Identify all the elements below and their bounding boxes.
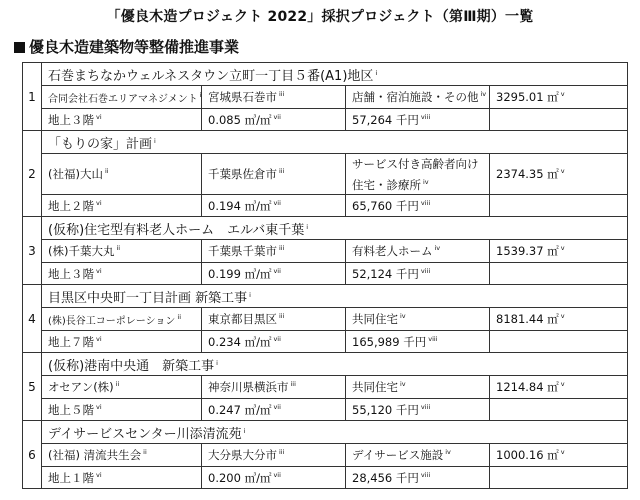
project-area-text: 3295.01 ㎡ — [496, 90, 559, 104]
project-use-text: 店舗・宿泊施設・その他 — [352, 90, 479, 104]
project-applicant-text: (株)長谷工コーポレーション — [48, 315, 176, 327]
project-cost-text: 57,264 千円 — [352, 112, 419, 127]
project-wood-ratio-text: 0.199 ㎥/㎡ — [208, 266, 272, 281]
project-applicant-text: (社福) 清流共生会 — [48, 448, 142, 462]
project-use — [346, 154, 490, 195]
project-detail-row — [23, 240, 628, 263]
footnote-marker: vii — [273, 198, 281, 207]
footnote-marker: iii — [279, 312, 285, 320]
project-metrics-row — [23, 399, 628, 421]
project-name — [42, 421, 628, 444]
project-number — [23, 285, 42, 353]
project-name-text: 目黒区中央町一丁目計画 新築工事 — [48, 290, 248, 306]
project-location-text: 宮城県石巻市 — [208, 90, 277, 104]
project-name — [42, 217, 628, 240]
project-cost-text: 65,760 千円 — [352, 198, 419, 213]
footnote-marker: i — [306, 222, 309, 231]
footnote-marker: viii — [420, 112, 431, 121]
footnote-marker: iv — [445, 448, 451, 456]
project-metrics-row — [23, 331, 628, 353]
project-area — [490, 376, 628, 399]
project-name-text: 石巻まちなかウェルネスタウン立町一丁目５番(A1)地区 — [48, 68, 374, 84]
footnote-marker: viii — [428, 334, 438, 343]
footnote-marker: viii — [420, 402, 431, 411]
footnote-marker: ii — [143, 448, 147, 456]
footnote-marker: iv — [480, 90, 487, 98]
footnote-marker: i — [199, 90, 202, 99]
project-wood-ratio — [202, 109, 346, 131]
footnote-marker: iii — [279, 90, 285, 98]
footnote-marker: v — [560, 167, 565, 175]
project-use-text: サービス付き高齢者向け住宅・診療所 — [352, 156, 479, 192]
footnote-marker: i — [249, 290, 251, 299]
project-name-row — [23, 63, 628, 86]
project-number-text: 3 — [28, 243, 36, 258]
project-detail-row — [23, 376, 628, 399]
project-name-row — [23, 217, 628, 240]
project-use-text: デイサービス施設 — [352, 448, 444, 462]
footnote-marker: i — [216, 358, 218, 367]
footnote-marker: v — [560, 244, 565, 252]
project-floors-text: 地上７階 — [48, 334, 94, 349]
empty-cell — [490, 109, 628, 131]
project-number — [23, 131, 42, 217]
project-location-text: 神奈川県横浜市 — [208, 380, 289, 394]
project-use-text: 共同住宅 — [352, 380, 398, 394]
footnote-marker: iii — [279, 244, 285, 252]
project-wood-ratio-text: 0.234 ㎥/㎡ — [208, 334, 272, 349]
project-wood-ratio — [202, 467, 346, 489]
page-title: 「優良木造プロジェクト 2022」採択プロジェクト（第Ⅲ期）一覧 — [106, 9, 534, 25]
footnote-marker: v — [560, 380, 565, 388]
project-wood-ratio-text: 0.085 ㎥/㎡ — [208, 112, 272, 127]
footnote-marker: ii — [104, 167, 109, 175]
footnote-marker: i — [375, 68, 378, 77]
footnote-marker: iii — [279, 448, 285, 456]
project-detail-row — [23, 444, 628, 467]
footnote-marker: vii — [273, 266, 281, 275]
footnote-marker: iv — [400, 312, 406, 320]
project-name — [42, 285, 628, 308]
footnote-marker: vii — [273, 334, 281, 343]
project-area — [490, 154, 628, 195]
project-applicant-text: 合同会社石巻エリアマネジメント — [48, 93, 198, 105]
project-area — [490, 86, 628, 109]
project-detail-row — [23, 86, 628, 109]
project-cost — [346, 195, 490, 217]
project-location — [202, 154, 346, 195]
footnote-marker: vi — [96, 402, 102, 411]
project-cost-text: 28,456 千円 — [352, 470, 419, 485]
project-name-text: 「もりの家」計画 — [48, 136, 153, 152]
project-area — [490, 240, 628, 263]
project-location-text: 東京都目黒区 — [208, 312, 277, 326]
project-wood-ratio-text: 0.200 ㎥/㎡ — [208, 470, 272, 485]
project-use — [346, 444, 490, 467]
footnote-marker: i — [243, 426, 246, 435]
project-wood-ratio — [202, 195, 346, 217]
footnote-marker: vii — [273, 112, 281, 121]
project-applicant — [42, 308, 202, 331]
project-location — [202, 444, 346, 467]
project-metrics-row — [23, 263, 628, 285]
project-area-text: 8181.44 ㎡ — [496, 312, 559, 326]
footnote-marker: vi — [96, 334, 102, 343]
project-name-row — [23, 285, 628, 308]
project-floors — [42, 109, 202, 131]
project-cost — [346, 467, 490, 489]
project-floors-text: 地上３階 — [48, 266, 94, 281]
project-location-text: 千葉県千葉市 — [208, 244, 277, 258]
project-floors-text: 地上１階 — [48, 470, 94, 485]
project-use-text: 有料老人ホーム — [352, 244, 433, 258]
square-bullet-icon — [14, 42, 25, 53]
project-floors-text: 地上３階 — [48, 112, 94, 127]
project-metrics-row — [23, 195, 628, 217]
project-area — [490, 444, 628, 467]
footnote-marker: vi — [96, 112, 102, 121]
project-use — [346, 240, 490, 263]
project-floors — [42, 263, 202, 285]
project-table — [22, 62, 628, 489]
project-floors — [42, 467, 202, 489]
project-name-text: デイサービスセンター川添清流苑 — [48, 426, 242, 442]
project-wood-ratio — [202, 399, 346, 421]
project-number — [23, 217, 42, 285]
project-number-text: 2 — [28, 166, 36, 181]
project-applicant — [42, 86, 202, 109]
footnote-marker: vii — [273, 402, 281, 411]
project-name — [42, 63, 628, 86]
project-cost-text: 55,120 千円 — [352, 402, 419, 417]
project-wood-ratio-text: 0.194 ㎥/㎡ — [208, 198, 272, 213]
project-detail-row — [23, 154, 628, 195]
footnote-marker: viii — [420, 266, 431, 275]
project-floors-text: 地上２階 — [48, 198, 94, 213]
empty-cell — [490, 467, 628, 489]
project-cost — [346, 399, 490, 421]
project-cost — [346, 109, 490, 131]
project-name-row — [23, 421, 628, 444]
project-cost — [346, 263, 490, 285]
project-name-text: (仮称)住宅型有料老人ホーム エルバ東千葉 — [48, 222, 305, 238]
project-area-text: 1214.84 ㎡ — [496, 380, 559, 394]
project-floors — [42, 195, 202, 217]
project-location — [202, 376, 346, 399]
empty-cell — [490, 195, 628, 217]
empty-cell — [490, 263, 628, 285]
section-heading — [14, 36, 239, 57]
footnote-marker: viii — [420, 198, 431, 207]
project-number — [23, 353, 42, 421]
footnote-marker: iv — [434, 244, 441, 252]
empty-cell — [490, 331, 628, 353]
project-detail-row — [23, 308, 628, 331]
project-metrics-row — [23, 467, 628, 489]
footnote-marker: vi — [96, 266, 102, 275]
project-applicant-text: オセアン(株) — [48, 380, 114, 394]
footnote-marker: ii — [116, 244, 121, 252]
project-area — [490, 308, 628, 331]
project-use — [346, 308, 490, 331]
project-area-text: 1539.37 ㎡ — [496, 244, 559, 258]
project-location-text: 大分県大分市 — [208, 448, 277, 462]
section-heading-text: 優良木造建築物等整備推進事業 — [29, 38, 240, 56]
project-number-text: 4 — [28, 311, 36, 326]
project-wood-ratio — [202, 263, 346, 285]
project-applicant — [42, 154, 202, 195]
project-applicant — [42, 376, 202, 399]
project-use — [346, 86, 490, 109]
project-applicant-text: (株)千葉大丸 — [48, 244, 115, 258]
project-location-text: 千葉県佐倉市 — [208, 167, 277, 181]
project-wood-ratio — [202, 331, 346, 353]
project-name-row — [23, 353, 628, 376]
footnote-marker: iii — [290, 380, 296, 388]
project-number-text: 1 — [28, 89, 36, 104]
project-metrics-row — [23, 109, 628, 131]
project-cost — [346, 331, 490, 353]
project-wood-ratio-text: 0.247 ㎥/㎡ — [208, 402, 272, 417]
footnote-marker: ii — [115, 380, 120, 388]
footnote-marker: iii — [279, 167, 285, 175]
project-name — [42, 353, 628, 376]
footnote-marker: vi — [96, 198, 102, 207]
empty-cell — [490, 399, 628, 421]
footnote-marker: v — [560, 312, 565, 320]
project-cost-text: 165,989 千円 — [352, 334, 427, 349]
project-floors — [42, 399, 202, 421]
footnote-marker: vi — [96, 470, 102, 479]
project-area-text: 2374.35 ㎡ — [496, 167, 559, 181]
project-location — [202, 240, 346, 263]
project-applicant-text: (社福)大山 — [48, 167, 103, 181]
project-floors-text: 地上５階 — [48, 402, 94, 417]
footnote-marker: vii — [273, 470, 281, 479]
project-applicant — [42, 444, 202, 467]
project-cost-text: 52,124 千円 — [352, 266, 419, 281]
project-number-text: 5 — [28, 379, 36, 394]
footnote-marker: iv — [400, 380, 406, 388]
project-applicant — [42, 240, 202, 263]
project-location — [199, 86, 346, 109]
project-area-text: 1000.16 ㎡ — [496, 448, 559, 462]
footnote-marker: i — [154, 136, 156, 145]
footnote-marker: v — [560, 90, 565, 98]
footnote-marker: viii — [420, 470, 431, 479]
project-name-row — [23, 131, 628, 154]
project-use-text: 共同住宅 — [352, 312, 398, 326]
footnote-marker: ii — [177, 312, 182, 321]
project-number-text: 6 — [28, 447, 36, 462]
project-name-text: (仮称)港南中央通 新築工事 — [48, 358, 215, 374]
project-use — [346, 376, 490, 399]
project-name — [42, 131, 628, 154]
footnote-marker: iv — [423, 177, 429, 186]
project-floors — [42, 331, 202, 353]
project-number — [23, 63, 42, 131]
project-number — [23, 421, 42, 489]
footnote-marker: v — [560, 448, 565, 456]
project-location — [202, 308, 346, 331]
